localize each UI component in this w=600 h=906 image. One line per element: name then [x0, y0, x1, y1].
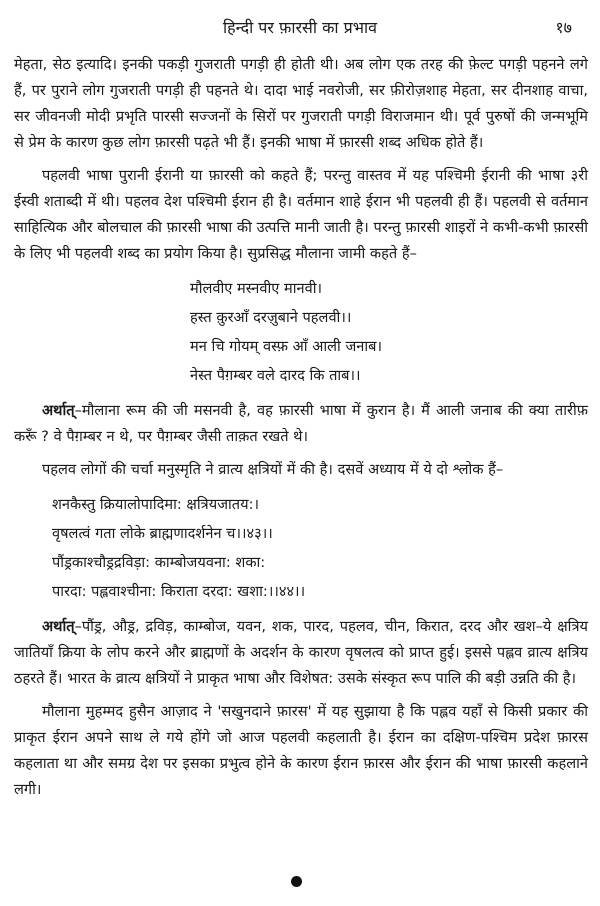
paragraph-2: पहलवी भाषा पुरानी ईरानी या फ़ारसी को कहते हैं; परन्तु वास्तव में यह पश्चिमी ईरानी की भाषा ३री ईस्वी शताब्दी में थी। पहलव देश पश्चिमी ईरान ही है। वर्तमान शाहे ईरान भी पहलवी ही हैं। पहलवी से वर्तमान साहित्यिक और बोलचाल की फ़ारसी भाषा की उत्पत्ति मानी जाती है। परन्तु फ़ारसी शाइरों ने कभी-कभी फ़ारसी के लिए भी पहलवी शब्द का प्रयोग किया है। सुप्रसिद्ध मौलाना जामी कहते हैं–: [14, 167, 588, 262]
shloka-line: शनकैस्तु क्रियालोपादिमा: क्षत्रियजातय:।: [52, 496, 260, 513]
page-end-bullet: [291, 876, 302, 887]
paragraph-3-text: –मौलाना रूम की जी मसनवी है, वह फ़ारसी भाषा में कुरान है। मैं आली जनाब की क्या तारीफ़ करूँ ? वे पैग़म्बर न थे, पर पैग़म्बर जैसी ताक़त रखते थे।: [14, 402, 588, 445]
verse-line: नेस्त पैग़म्बर वले दारद कि ताब।।: [190, 367, 361, 384]
running-title: हिन्दी पर फ़ारसी का प्रभाव: [222, 18, 377, 37]
sanskrit-shloka: [52, 490, 588, 606]
shloka-line: पौंड्रकाश्चौड्रद्रविड़ा: काम्बोजयवना: शका:: [52, 554, 266, 571]
persian-verse: [190, 274, 588, 390]
paragraph-5: [14, 614, 588, 692]
page-header: [0, 10, 600, 44]
shloka-line: वृषलत्वं गता लोके ब्राह्मणादर्शनेन च।।४३।।: [52, 525, 273, 542]
verse-line: हस्त क़ुरआँ दरज़ुबाने पहलवी।।: [190, 309, 352, 326]
paragraph-3-lead: अर्थात्: [42, 402, 75, 419]
shloka-line: पारदा: पह्लवाश्चीना: किराता दरदा: खशा:।।४४।।: [52, 583, 306, 600]
paragraph-6: मौलाना मुहम्मद हुसैन आज़ाद ने 'सखुनदाने फ़ारस' में यह सुझाया है कि पह्लव यहाँ से किसी प्रकार की प्राकृत ईरान अपने साथ ले गये होंगे जो आज पहलवी कहलाती है। ईरान का दक्षिण-पश्चिम प्रदेश फ़ारस कहलाता था और समग्र देश पर इसका प्रभुत्व होने के कारण ईरान फ़ारस और ईरान की भाषा फ़ारसी कहलाने लगी।: [14, 703, 588, 798]
verse-line: मौलवीए मस्नवीए मानवी।: [190, 280, 323, 297]
paragraph-5-lead: अर्थात्: [42, 618, 75, 635]
page-number: १७: [555, 18, 572, 37]
page-body: [14, 52, 588, 810]
paragraph-3: [14, 398, 588, 450]
paragraph-5-text: –पौंड्र, औड्र, द्रविड़, काम्बोज, यवन, शक, पारद, पहलव, चीन, किरात, दरद और खश–ये क्षत्रिय जातियाँ क्रिया के लोप करने और ब्राह्मणों के अदर्शन के कारण वृषलत्व को प्राप्त हुई। इससे पह्लव व्रात्य क्षत्रिय ठहरते हैं। भारत के व्रात्य क्षत्रियों ने प्राकृत भाषा और विशेषत: उसके संस्कृत रूप पालि की बड़ी उन्नति की है।: [14, 618, 588, 687]
verse-line: मन चि गोयम् वस्फ़ आँ आली जनाब।: [190, 338, 383, 355]
paragraph-4: पहलव लोगों की चर्चा मनुस्मृति ने व्रात्य क्षत्रियों में की है। दसवें अध्याय में ये दो श्लोक हैं–: [42, 461, 504, 478]
paragraph-1: मेहता, सेठ इत्यादि। इनकी पकड़ी गुजराती पगड़ी ही होती थी। अब लोग एक तरह की फ़ेल्ट पगड़ी पहनने लगे हैं, पर पुराने लोग गुजराती पगड़ी ही पहनते थे। दादा भाई नवरोजी, सर फ़ीरोज़शाह मेहता, सर दीनशाह वाचा, सर जीवनजी मोदी प्रभृति पारसी सज्जनों के सिरों पर गुजराती पगड़ी विराजमान थी। पूर्व पुरुषों की जन्मभूमि से प्रेम के कारण कुछ लोग फ़ारसी पढ़ते भी हैं। इनकी भाषा में फ़ारसी शब्द अधिक होते हैं।: [14, 56, 588, 151]
